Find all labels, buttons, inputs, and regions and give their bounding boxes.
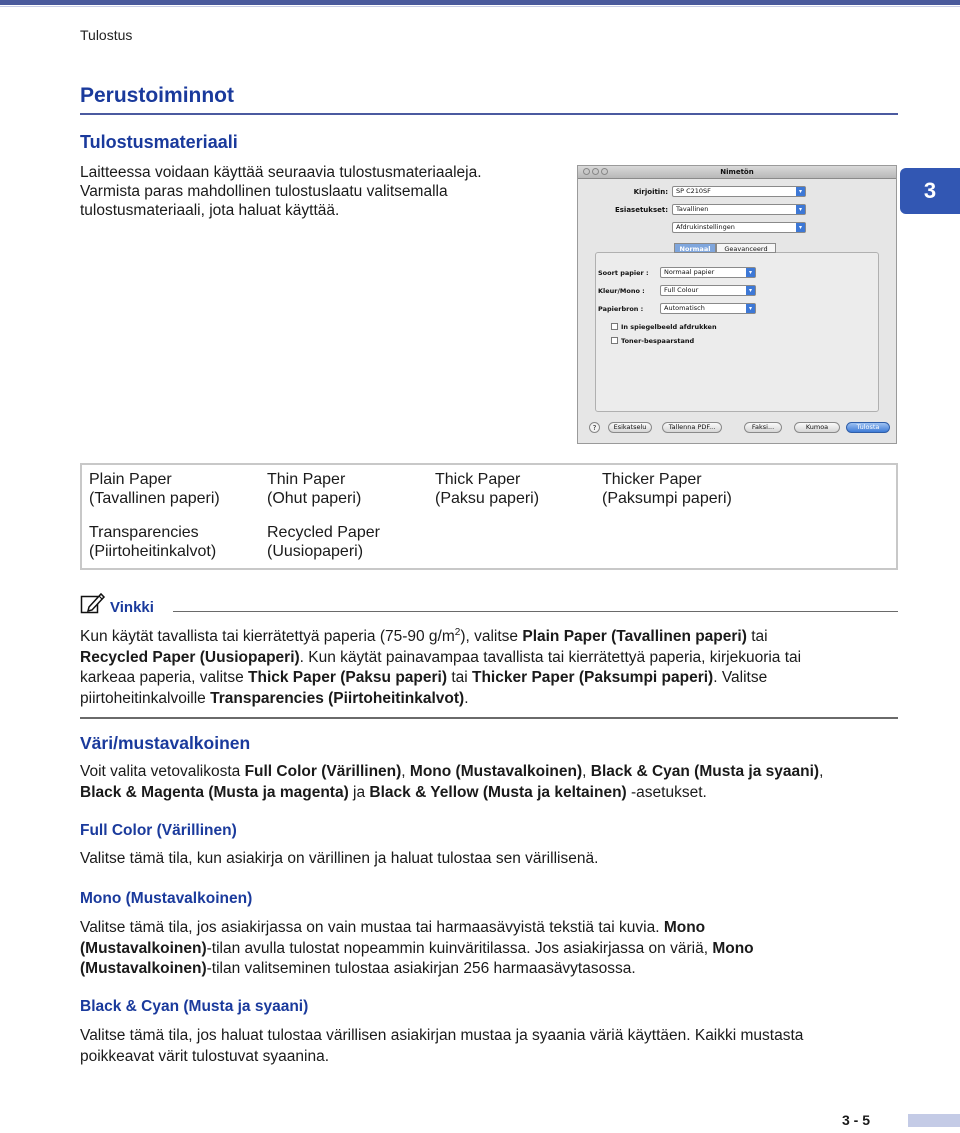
chevron-down-icon: ▾ <box>746 286 755 295</box>
help-button[interactable]: ? <box>589 422 600 433</box>
media-local-name: (Uusiopaperi) <box>267 543 364 560</box>
chevron-down-icon: ▾ <box>746 304 755 313</box>
bold-term: Transparencies (Piirtoheitinkalvot) <box>210 689 465 707</box>
toner-save-label: Toner-bespaarstand <box>621 337 695 345</box>
bold-term: (Mustavalkoinen) <box>80 960 207 977</box>
bold-term: Black & Magenta (Musta ja magenta) <box>80 783 349 801</box>
presets-value: Tavallinen <box>676 205 709 213</box>
mono-paragraph <box>80 918 898 980</box>
running-header: Tulostus <box>80 27 133 43</box>
text: tai <box>447 669 472 687</box>
text: , <box>819 763 824 780</box>
para-line <box>80 959 898 980</box>
bold-term: Full Color (Värillinen) <box>244 763 402 780</box>
text: -asetukset. <box>626 783 707 801</box>
pane-select[interactable] <box>672 222 806 233</box>
bold-term: Plain Paper (Tavallinen paperi) <box>522 628 747 646</box>
cancel-button[interactable]: Kumoa <box>794 422 840 433</box>
bold-term: Black & Cyan (Musta ja syaani) <box>590 763 820 780</box>
bold-term: Thicker Paper (Paksumpi paperi) <box>472 669 714 687</box>
color-section-title: Väri/mustavalkoinen <box>80 733 251 753</box>
para-line: poikkeavat värit tulostuvat syaanina. <box>80 1047 329 1065</box>
text: ), valitse <box>460 628 523 646</box>
text: piirtoheitinkalvoille <box>80 689 211 707</box>
full-color-text: Valitse tämä tila, kun asiakirja on värillinen ja haluat tulostaa sen värillisenä. <box>80 850 599 867</box>
note-line <box>80 623 898 648</box>
bold-term: Recycled Paper (Uusiopaperi) <box>80 648 300 666</box>
chapter-tab: 3 <box>900 168 960 214</box>
media-name: Transparencies <box>89 524 199 541</box>
dialog-titlebar <box>578 166 896 179</box>
color-section-paragraph <box>80 762 898 803</box>
black-cyan-paragraph <box>80 1026 898 1067</box>
toner-save-checkbox[interactable] <box>611 337 618 344</box>
bold-term: Black & Yellow (Musta ja keltainen) <box>369 783 627 801</box>
color-mode-label: Kleur/Mono : <box>598 287 645 295</box>
text: -tilan valitseminen tulostaa asiakirjan 256 harmaasävytasossa. <box>206 960 636 977</box>
section-title: Tulostusmateriaali <box>80 132 238 152</box>
note-line <box>80 689 898 710</box>
print-dialog <box>577 165 897 444</box>
media-name: Thin Paper <box>267 471 346 488</box>
paper-type-value: Normaal papier <box>664 268 715 276</box>
text: tai <box>746 628 768 646</box>
text: . Valitse <box>713 669 768 687</box>
text: ja <box>348 783 370 801</box>
para-line <box>80 762 898 783</box>
top-rule <box>0 0 960 5</box>
para-line <box>80 918 898 939</box>
note-line <box>80 668 898 689</box>
bold-term: Thick Paper (Paksu paperi) <box>248 669 448 687</box>
media-item <box>89 523 216 561</box>
media-item <box>602 470 732 508</box>
page-footer-bar <box>908 1114 960 1127</box>
full-color-title: Full Color (Värillinen) <box>80 822 237 839</box>
color-mode-select[interactable] <box>660 285 756 296</box>
paper-type-label: Soort papier : <box>598 269 649 277</box>
paper-source-label: Papierbron : <box>598 305 644 313</box>
title-rule <box>80 113 898 115</box>
fax-button[interactable]: Faksi... <box>744 422 782 433</box>
page-number: 3 - 5 <box>842 1112 871 1128</box>
print-button[interactable]: Tulosta <box>846 422 890 433</box>
color-mode-value: Full Colour <box>664 286 699 294</box>
top-rule-thin <box>0 6 960 7</box>
text: . Kun käytät painavampaa tavallista tai kierrätettyä paperia, kirjekuoria tai <box>299 648 802 666</box>
intro-line: Varmista paras mahdollinen tulostuslaatu valitsemalla <box>80 183 448 200</box>
intro-line: tulostusmateriaali, jota haluat käyttää. <box>80 202 340 219</box>
mirror-print-checkbox[interactable] <box>611 323 618 330</box>
text: -tilan avulla tulostat nopeammin kuinväritilassa. Jos asiakirjassa on väriä, <box>206 939 713 957</box>
text: , <box>582 763 591 780</box>
superscript: 2 <box>454 627 461 638</box>
intro-line: Laitteessa voidaan käyttää seuraavia tulostusmateriaaleja. <box>80 164 482 181</box>
mirror-print-label: In spiegelbeeld afdrukken <box>621 323 717 331</box>
printer-label: Kirjoitin: <box>633 188 668 196</box>
page-title: Perustoiminnot <box>80 84 235 107</box>
text: . <box>464 689 469 707</box>
bold-term: Mono <box>712 939 754 957</box>
media-name: Plain Paper <box>89 471 172 488</box>
media-local-name: (Ohut paperi) <box>267 490 362 507</box>
media-item <box>89 470 220 508</box>
note-title: Vinkki <box>110 599 154 616</box>
media-name: Recycled Paper <box>267 524 380 541</box>
media-local-name: (Paksumpi paperi) <box>602 490 732 507</box>
chevron-down-icon: ▾ <box>796 205 805 214</box>
para-line <box>80 783 898 804</box>
paper-source-value: Automatisch <box>664 304 705 312</box>
tab-normaal[interactable]: Normaal <box>674 243 716 253</box>
paper-type-select[interactable] <box>660 267 756 278</box>
pane-value: Afdrukinstellingen <box>676 223 735 231</box>
chevron-down-icon: ▾ <box>796 187 805 196</box>
note-line <box>80 648 898 669</box>
text: Valitse tämä tila, jos asiakirjassa on vain mustaa tai harmaasävyistä tekstiä tai kuvia. <box>80 919 664 936</box>
chevron-down-icon: ▾ <box>746 268 755 277</box>
chevron-down-icon: ▾ <box>796 223 805 232</box>
paper-source-select[interactable] <box>660 303 756 314</box>
media-local-name: (Paksu paperi) <box>435 490 540 507</box>
text: Voit valita vetovalikosta <box>80 763 245 780</box>
mono-title: Mono (Mustavalkoinen) <box>80 890 253 907</box>
para-line <box>80 939 898 960</box>
presets-label: Esiasetukset: <box>614 206 668 214</box>
preview-button[interactable]: Esikatselu <box>608 422 652 433</box>
bold-term: Mono (Mustavalkoinen) <box>409 763 583 780</box>
media-item <box>435 470 539 508</box>
intro-paragraph <box>80 163 550 220</box>
text: Kun käytät tavallista tai kierrätettyä paperia (75-90 g/m <box>80 628 455 646</box>
text: , <box>401 763 410 780</box>
media-item <box>267 523 380 561</box>
bold-term: Mono <box>663 919 706 936</box>
bold-term: (Mustavalkoinen) <box>80 939 207 957</box>
presets-select[interactable] <box>672 204 806 215</box>
media-name: Thick Paper <box>435 471 521 488</box>
pencil-note-icon <box>80 591 106 615</box>
black-cyan-title: Black & Cyan (Musta ja syaani) <box>80 998 309 1015</box>
media-item <box>267 470 361 508</box>
printer-value: SP C210SF <box>676 187 711 195</box>
text: karkeaa paperia, valitse <box>80 669 249 687</box>
media-local-name: (Piirtoheitinkalvot) <box>89 543 217 560</box>
media-local-name: (Tavallinen paperi) <box>89 490 220 507</box>
para-line: Valitse tämä tila, jos haluat tulostaa värillisen asiakirjan mustaa ja syaania väriä käyttäen. Kaikki mustasta <box>80 1027 804 1044</box>
note-body <box>80 623 898 709</box>
media-name: Thicker Paper <box>602 471 702 488</box>
printer-select[interactable] <box>672 186 806 197</box>
save-pdf-button[interactable]: Tallenna PDF... <box>662 422 722 433</box>
note-end-rule <box>80 717 898 719</box>
note-rule <box>173 611 898 612</box>
tab-geavanceerd[interactable]: Geavanceerd <box>716 243 776 253</box>
dialog-title: Nimetön <box>720 168 754 176</box>
